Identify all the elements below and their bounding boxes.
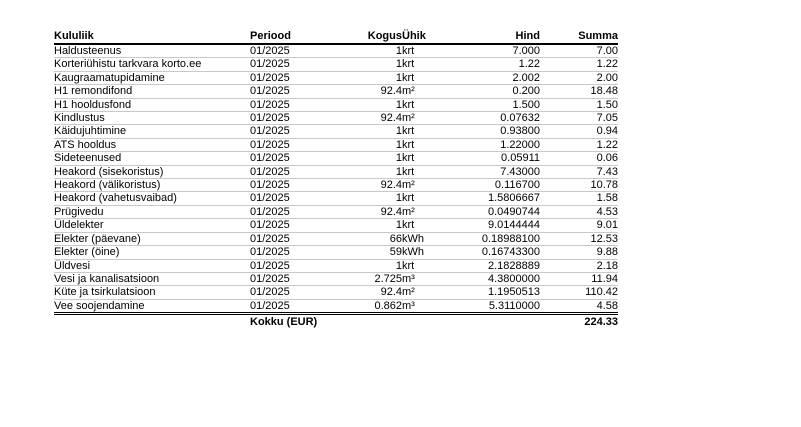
cell-summa: 1.22 (540, 138, 618, 151)
cell-hind: 0.0490744 (452, 205, 540, 218)
cell-kogus: 1 (347, 219, 402, 232)
cell-yhik: krt (402, 58, 452, 71)
cell-yhik: krt (402, 219, 452, 232)
cell-kululiik: ATS hooldus (54, 138, 250, 151)
cell-hind: 4.3800000 (452, 272, 540, 285)
table-row (54, 138, 618, 151)
cell-summa: 4.58 (540, 299, 618, 313)
cell-hind: 1.22 (452, 58, 540, 71)
table-row (54, 205, 618, 218)
cell-yhik: m² (402, 205, 452, 218)
table-row (54, 98, 618, 111)
cell-yhik: m² (402, 286, 452, 299)
cell-yhik: krt (402, 192, 452, 205)
cell-periood: 01/2025 (250, 138, 347, 151)
cell-kogus: 1 (347, 58, 402, 71)
cell-periood: 01/2025 (250, 299, 347, 313)
cell-hind: 1.5806667 (452, 192, 540, 205)
cell-yhik: krt (402, 259, 452, 272)
cell-kululiik: Kindlustus (54, 112, 250, 125)
cell-kululiik: Vesi ja kanalisatsioon (54, 272, 250, 285)
cell-hind: 5.3110000 (452, 299, 540, 313)
cell-kogus: 92.4 (347, 205, 402, 218)
cell-hind: 2.002 (452, 71, 540, 84)
total-spacer (347, 314, 402, 331)
cell-hind: 0.05911 (452, 152, 540, 165)
table-row (54, 112, 618, 125)
cell-periood: 01/2025 (250, 272, 347, 285)
table-row (54, 125, 618, 138)
cell-hind: 7.43000 (452, 165, 540, 178)
total-label: Kokku (EUR) (250, 314, 347, 331)
cell-kogus: 1 (347, 259, 402, 272)
cell-summa: 4.53 (540, 205, 618, 218)
cell-periood: 01/2025 (250, 205, 347, 218)
total-spacer (402, 314, 452, 331)
cell-kogus: 1 (347, 71, 402, 84)
cell-kululiik: Küte ja tsirkulatsioon (54, 286, 250, 299)
cell-summa: 9.88 (540, 246, 618, 259)
cell-summa: 10.78 (540, 179, 618, 192)
cell-summa: 0.06 (540, 152, 618, 165)
col-header-yhik: Ühik (402, 29, 452, 44)
cell-kululiik: Prügivedu (54, 205, 250, 218)
cell-summa: 1.22 (540, 58, 618, 71)
header-row (54, 29, 618, 44)
cell-kululiik: Üldvesi (54, 259, 250, 272)
cell-summa: 0.94 (540, 125, 618, 138)
cell-kululiik: Haldusteenus (54, 44, 250, 58)
cell-kululiik: Korteriühistu tarkvara korto.ee (54, 58, 250, 71)
cell-kogus: 1 (347, 44, 402, 58)
cell-kogus: 1 (347, 165, 402, 178)
table-row (54, 259, 618, 272)
total-row (54, 314, 618, 331)
cell-periood: 01/2025 (250, 98, 347, 111)
cell-summa: 1.50 (540, 98, 618, 111)
table-row (54, 71, 618, 84)
cell-yhik: kWh (402, 232, 452, 245)
cell-periood: 01/2025 (250, 219, 347, 232)
cell-hind: 0.07632 (452, 112, 540, 125)
cell-yhik: m² (402, 112, 452, 125)
cell-kogus: 59 (347, 246, 402, 259)
cell-hind: 0.116700 (452, 179, 540, 192)
cell-kogus: 92.4 (347, 179, 402, 192)
table-row (54, 152, 618, 165)
cell-hind: 7.000 (452, 44, 540, 58)
cell-summa: 18.48 (540, 85, 618, 98)
cell-periood: 01/2025 (250, 259, 347, 272)
cell-kogus: 92.4 (347, 286, 402, 299)
cell-kululiik: Elekter (öine) (54, 246, 250, 259)
cell-hind: 1.500 (452, 98, 540, 111)
cell-kululiik: Heakord (vahetusvaibad) (54, 192, 250, 205)
cell-kululiik: H1 hooldusfond (54, 98, 250, 111)
cell-hind: 0.200 (452, 85, 540, 98)
cell-periood: 01/2025 (250, 125, 347, 138)
table-row (54, 246, 618, 259)
table-row (54, 85, 618, 98)
cell-summa: 9.01 (540, 219, 618, 232)
table-row (54, 272, 618, 285)
table-row (54, 179, 618, 192)
cell-hind: 0.93800 (452, 125, 540, 138)
cell-periood: 01/2025 (250, 152, 347, 165)
cell-kogus: 1 (347, 138, 402, 151)
cell-summa: 2.18 (540, 259, 618, 272)
cell-kogus: 66 (347, 232, 402, 245)
cell-hind: 0.16743300 (452, 246, 540, 259)
cell-kululiik: Kaugraamatupidamine (54, 71, 250, 84)
table-row (54, 192, 618, 205)
cell-summa: 7.43 (540, 165, 618, 178)
table-row (54, 58, 618, 71)
cell-hind: 0.18988100 (452, 232, 540, 245)
cell-yhik: krt (402, 71, 452, 84)
cell-yhik: kWh (402, 246, 452, 259)
cell-yhik: krt (402, 165, 452, 178)
cost-table (54, 29, 618, 330)
cell-hind: 1.22000 (452, 138, 540, 151)
cell-kogus: 0.862 (347, 299, 402, 313)
cell-yhik: krt (402, 152, 452, 165)
cell-summa: 7.00 (540, 44, 618, 58)
cell-yhik: m² (402, 179, 452, 192)
cell-periood: 01/2025 (250, 58, 347, 71)
cell-periood: 01/2025 (250, 71, 347, 84)
cell-yhik: krt (402, 44, 452, 58)
col-header-summa: Summa (540, 29, 618, 44)
col-header-kululiik: Kululiik (54, 29, 250, 44)
cell-kogus: 1 (347, 125, 402, 138)
col-header-periood: Periood (250, 29, 347, 44)
cell-kogus: 1 (347, 98, 402, 111)
table-row (54, 232, 618, 245)
table-row (54, 219, 618, 232)
cell-periood: 01/2025 (250, 112, 347, 125)
cell-yhik: m³ (402, 272, 452, 285)
cell-periood: 01/2025 (250, 192, 347, 205)
cell-kululiik: Üldelekter (54, 219, 250, 232)
table-row (54, 44, 618, 58)
cell-summa: 2.00 (540, 71, 618, 84)
cell-kogus: 1 (347, 152, 402, 165)
cell-summa: 110.42 (540, 286, 618, 299)
cell-periood: 01/2025 (250, 286, 347, 299)
cell-kogus: 2.725 (347, 272, 402, 285)
cell-yhik: m³ (402, 299, 452, 313)
table-row (54, 286, 618, 299)
cell-summa: 11.94 (540, 272, 618, 285)
cell-kogus: 1 (347, 192, 402, 205)
cell-periood: 01/2025 (250, 44, 347, 58)
cell-periood: 01/2025 (250, 246, 347, 259)
cell-yhik: krt (402, 98, 452, 111)
cell-summa: 7.05 (540, 112, 618, 125)
cell-periood: 01/2025 (250, 165, 347, 178)
total-spacer (54, 314, 250, 331)
cell-yhik: krt (402, 138, 452, 151)
cell-periood: 01/2025 (250, 85, 347, 98)
cell-hind: 2.1828889 (452, 259, 540, 272)
cell-kululiik: Heakord (sisekoristus) (54, 165, 250, 178)
cell-periood: 01/2025 (250, 179, 347, 192)
cell-kululiik: Vee soojendamine (54, 299, 250, 313)
table-header (54, 29, 618, 44)
col-header-kogus: Kogus (347, 29, 402, 44)
cell-periood: 01/2025 (250, 232, 347, 245)
cell-kululiik: Elekter (päevane) (54, 232, 250, 245)
cell-yhik: krt (402, 125, 452, 138)
cell-kogus: 92.4 (347, 112, 402, 125)
col-header-hind: Hind (452, 29, 540, 44)
cell-kululiik: Heakord (välikoristus) (54, 179, 250, 192)
cell-hind: 1.1950513 (452, 286, 540, 299)
cell-hind: 9.0144444 (452, 219, 540, 232)
cell-summa: 12.53 (540, 232, 618, 245)
cell-kululiik: Käidujuhtimine (54, 125, 250, 138)
total-value: 224.33 (540, 314, 618, 331)
table-row (54, 165, 618, 178)
table-footer (54, 314, 618, 331)
cell-yhik: m² (402, 85, 452, 98)
cell-kogus: 92.4 (347, 85, 402, 98)
table-body (54, 44, 618, 314)
cell-summa: 1.58 (540, 192, 618, 205)
table-row (54, 299, 618, 313)
cell-kululiik: H1 remondifond (54, 85, 250, 98)
cell-kululiik: Sideteenused (54, 152, 250, 165)
total-spacer (452, 314, 540, 331)
